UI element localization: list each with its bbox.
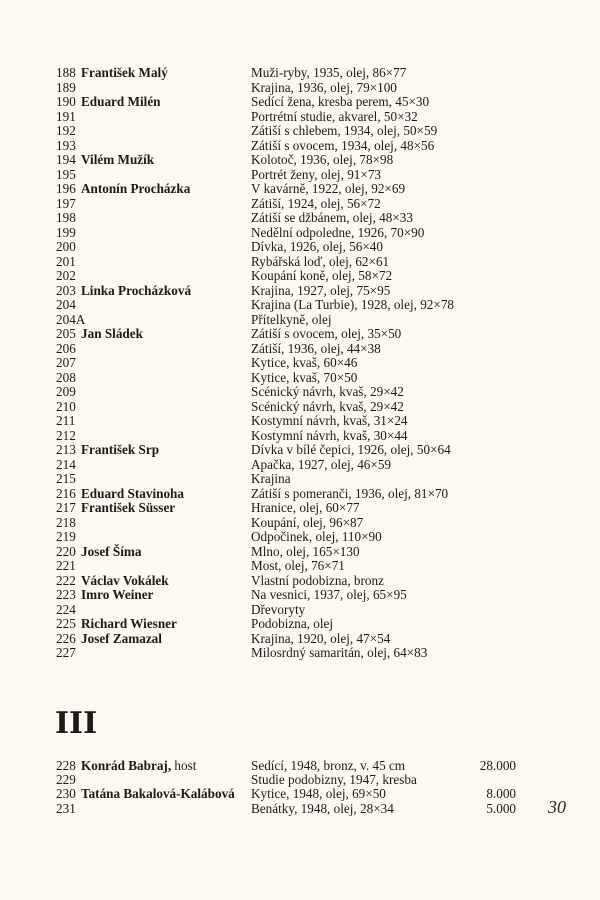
entry-number: 197: [56, 195, 76, 211]
artwork-description: Kytice, kvaš, 70×50: [251, 369, 358, 385]
artwork-description: Koupání koně, olej, 58×72: [251, 268, 393, 283]
catalog-entry: [56, 617, 536, 632]
artist-name-text: Josef Zamazal: [81, 630, 162, 646]
artist-name-text: Tatána Bakalová-Kalábová: [81, 786, 235, 802]
artwork-description: Krajina, 1920, olej, 47×54: [251, 630, 391, 646]
artist-name-text: Imro Weiner: [81, 587, 154, 602]
artist-name-text: František Malý: [81, 65, 168, 80]
artwork-description: Podobizna, olej: [251, 616, 334, 631]
catalog-entry: [56, 487, 536, 502]
artwork-description: Kolotoč, 1936, olej, 78×98: [251, 152, 394, 167]
entry-number: 188: [56, 65, 76, 80]
artist-name: [80, 574, 251, 589]
section-heading: III: [55, 706, 98, 741]
entry-number: 205: [56, 326, 76, 341]
artwork-description: Milosrdný samaritán, olej, 64×83: [251, 645, 428, 660]
catalog-entry: [56, 284, 536, 299]
entry-number: 192: [56, 123, 76, 138]
entry-number: 228: [56, 758, 76, 773]
artwork-description: Nedělní odpoledne, 1926, 70×90: [251, 224, 425, 240]
entry-number: 203: [56, 282, 76, 298]
catalog-entry: [56, 501, 536, 516]
artist-name-text: Konrád Babraj,: [81, 758, 172, 773]
artist-name-text: Václav Vokálek: [81, 572, 169, 588]
price: 28.000: [479, 758, 516, 773]
entry-number: 213: [56, 442, 76, 457]
artwork-description: Mlno, olej, 165×130: [251, 543, 360, 559]
catalog-entry: [56, 240, 536, 255]
artist-name: [80, 284, 251, 299]
artist-name: [80, 632, 251, 647]
entry-number: 225: [56, 616, 76, 631]
catalog-entry: [56, 603, 536, 618]
catalog-entry: [56, 646, 536, 661]
entry-number: 226: [56, 630, 76, 646]
artist-name-text: Richard Wiesner: [81, 616, 177, 631]
catalog-entry: [56, 342, 536, 357]
entry-number: 214: [56, 456, 76, 472]
artwork-description: Kostymní návrh, kvaš, 30×44: [251, 427, 408, 443]
entry-number: 201: [56, 253, 76, 269]
price: 5.000: [486, 800, 516, 816]
artwork-description: Scénický návrh, kvaš, 29×42: [251, 398, 404, 414]
artist-name: [80, 588, 251, 603]
artist-name-text: Eduard Stavinoha: [81, 485, 184, 501]
artwork-description: Dívka, 1926, olej, 56×40: [251, 239, 383, 254]
artist-name: [80, 487, 251, 502]
artwork-description: Sedící žena, kresba perem, 45×30: [251, 94, 430, 109]
artwork-description: Apačka, 1927, olej, 46×59: [251, 456, 392, 472]
artwork-description: Krajina (La Turbie), 1928, olej, 92×78: [251, 297, 455, 312]
artwork-description: Vlastní podobizna, bronz: [251, 572, 384, 588]
artist-name: [80, 153, 251, 168]
catalog-entry: [56, 574, 536, 589]
artwork-description: Benátky, 1948, olej, 28×34: [251, 800, 394, 816]
artist-name: [80, 501, 251, 516]
artist-name: [80, 759, 251, 773]
artwork-description: Dívka v bílé čepici, 1926, olej, 50×64: [251, 442, 451, 457]
artist-name-text: Jan Sládek: [81, 326, 143, 341]
artwork-description: Portrét ženy, olej, 91×73: [251, 166, 382, 182]
entry-number: 223: [56, 587, 76, 602]
price: 8.000: [486, 786, 516, 802]
catalog-entry: [56, 211, 536, 226]
artist-name: [80, 66, 251, 81]
artwork-description: Zátiší, 1924, olej, 56×72: [251, 195, 381, 211]
entry-number: 231: [56, 800, 76, 816]
artwork-description: Scénický návrh, kvaš, 29×42: [251, 384, 404, 399]
artist-name: [80, 545, 251, 560]
entry-number: 207: [56, 355, 76, 370]
artist-name-text: Vilém Mužík: [81, 152, 155, 167]
catalog-entry: [56, 226, 536, 241]
catalog-entry: [56, 632, 536, 647]
catalog-entry: [56, 759, 536, 773]
entry-number: 220: [56, 543, 76, 559]
catalog-entry: [56, 269, 536, 284]
artist-name-text: František Srp: [81, 442, 160, 457]
entry-number: 189: [56, 79, 76, 95]
entry-number: 215: [56, 471, 76, 486]
catalog-entry: [56, 66, 536, 81]
artist-name: [80, 617, 251, 632]
catalog-entry: [56, 516, 536, 531]
entry-number: 194: [56, 152, 76, 167]
catalog-entry: [56, 298, 536, 313]
entry-number: 230: [56, 786, 76, 802]
catalog-entry: [56, 327, 536, 342]
catalog-entry: [56, 385, 536, 400]
catalog-entry: [56, 81, 536, 96]
entry-number: 221: [56, 558, 76, 573]
catalog-entry: [56, 95, 536, 110]
artwork-description: Zátiší s chlebem, 1934, olej, 50×59: [251, 123, 438, 138]
artwork-description: Portrétní studie, akvarel, 50×32: [251, 108, 418, 124]
artwork-description: Krajina, 1936, olej, 79×100: [251, 79, 397, 95]
catalog-entry: [56, 787, 536, 801]
entry-number: 229: [56, 772, 76, 788]
artist-name: [80, 95, 251, 110]
artwork-description: Přítelkyně, olej: [251, 311, 332, 327]
catalog-entry: [56, 802, 536, 816]
artist-name: [80, 443, 251, 458]
artwork-description: Kytice, 1948, olej, 69×50: [251, 786, 386, 802]
artist-name-text: Josef Šíma: [81, 543, 142, 559]
entry-number: 190: [56, 94, 76, 109]
artist-name: [80, 327, 251, 342]
artwork-description: V kavárně, 1922, olej, 92×69: [251, 181, 406, 196]
artist-name: [80, 787, 251, 801]
catalog-entry: [56, 139, 536, 154]
artwork-description: Krajina, 1927, olej, 75×95: [251, 282, 391, 298]
catalog-list-section-ii: [56, 66, 536, 661]
entry-number: 212: [56, 427, 76, 443]
artwork-description: Zátiší s ovocem, 1934, olej, 48×56: [251, 137, 435, 153]
entry-number: 191: [56, 108, 76, 124]
catalog-entry: [56, 773, 536, 787]
entry-number: 206: [56, 340, 76, 356]
entry-number: 204: [56, 297, 76, 312]
catalog-entry: [56, 168, 536, 183]
catalog-entry: [56, 545, 536, 560]
artwork-description: Most, olej, 76×71: [251, 558, 345, 573]
artwork-description: Zátiší s ovocem, olej, 35×50: [251, 326, 402, 341]
artwork-description: Zátiší s pomeranči, 1936, olej, 81×70: [251, 485, 449, 501]
catalog-entry: [56, 313, 536, 328]
catalog-entry: [56, 110, 536, 125]
entry-number: 204A: [56, 311, 86, 327]
catalog-entry: [56, 414, 536, 429]
catalog-entry: [56, 400, 536, 415]
artwork-description: Zátiší, 1936, olej, 44×38: [251, 340, 381, 356]
entry-number: 216: [56, 485, 76, 501]
artist-name: [80, 182, 251, 197]
artist-note: host: [171, 758, 197, 773]
entry-number: 209: [56, 384, 76, 399]
catalog-entry: [56, 371, 536, 386]
catalog-list-section-iii: [56, 759, 536, 816]
catalog-entry: [56, 197, 536, 212]
catalog-entry: [56, 530, 536, 545]
artist-name-text: Antonín Procházka: [81, 181, 191, 196]
page-number: 30: [548, 797, 566, 817]
entry-number: 210: [56, 398, 76, 414]
entry-number: 193: [56, 137, 76, 153]
entry-number: 195: [56, 166, 76, 182]
artwork-description: Koupání, olej, 96×87: [251, 514, 364, 530]
artwork-description: Kostymní návrh, kvaš, 31×24: [251, 413, 408, 428]
artwork-description: Kytice, kvaš, 60×46: [251, 355, 358, 370]
catalog-entry: [56, 182, 536, 197]
artwork-description: Zátiší se džbánem, olej, 48×33: [251, 210, 413, 225]
entry-number: 208: [56, 369, 76, 385]
catalog-entry: [56, 255, 536, 270]
entry-number: 219: [56, 529, 76, 544]
catalog-entry: [56, 153, 536, 168]
catalog-entry: [56, 124, 536, 139]
artist-name-text: František Süsser: [81, 500, 176, 515]
artwork-description: Sedící, 1948, bronz, v. 45 cm: [251, 758, 406, 773]
entry-number: 198: [56, 210, 76, 225]
catalog-entry: [56, 356, 536, 371]
catalog-entry: [56, 472, 536, 487]
artwork-description: Rybářská loď, olej, 62×61: [251, 253, 390, 269]
artist-name-text: Linka Procházková: [81, 282, 192, 298]
catalog-entry: [56, 429, 536, 444]
catalog-entry: [56, 588, 536, 603]
artwork-description: Muži-ryby, 1935, olej, 86×77: [251, 65, 407, 80]
entry-number: 200: [56, 239, 76, 254]
artwork-description: Na vesnici, 1937, olej, 65×95: [251, 587, 407, 602]
artwork-description: Hranice, olej, 60×77: [251, 500, 360, 515]
entry-number: 227: [56, 645, 76, 660]
entry-number: 211: [56, 413, 76, 428]
artist-name-text: Eduard Milén: [81, 94, 161, 109]
entry-number: 199: [56, 224, 76, 240]
catalog-entry: [56, 559, 536, 574]
artwork-description: Studie podobizny, 1947, kresba: [251, 772, 417, 788]
entry-number: 217: [56, 500, 76, 515]
artwork-description: Odpočinek, olej, 110×90: [251, 529, 382, 544]
catalog-entry: [56, 458, 536, 473]
catalog-entry: [56, 443, 536, 458]
entry-number: 222: [56, 572, 76, 588]
artwork-description: Krajina: [251, 471, 291, 486]
entry-number: 218: [56, 514, 76, 530]
artwork-description: Dřevoryty: [251, 601, 306, 617]
entry-number: 202: [56, 268, 76, 283]
entry-number: 196: [56, 181, 76, 196]
entry-number: 224: [56, 601, 76, 617]
